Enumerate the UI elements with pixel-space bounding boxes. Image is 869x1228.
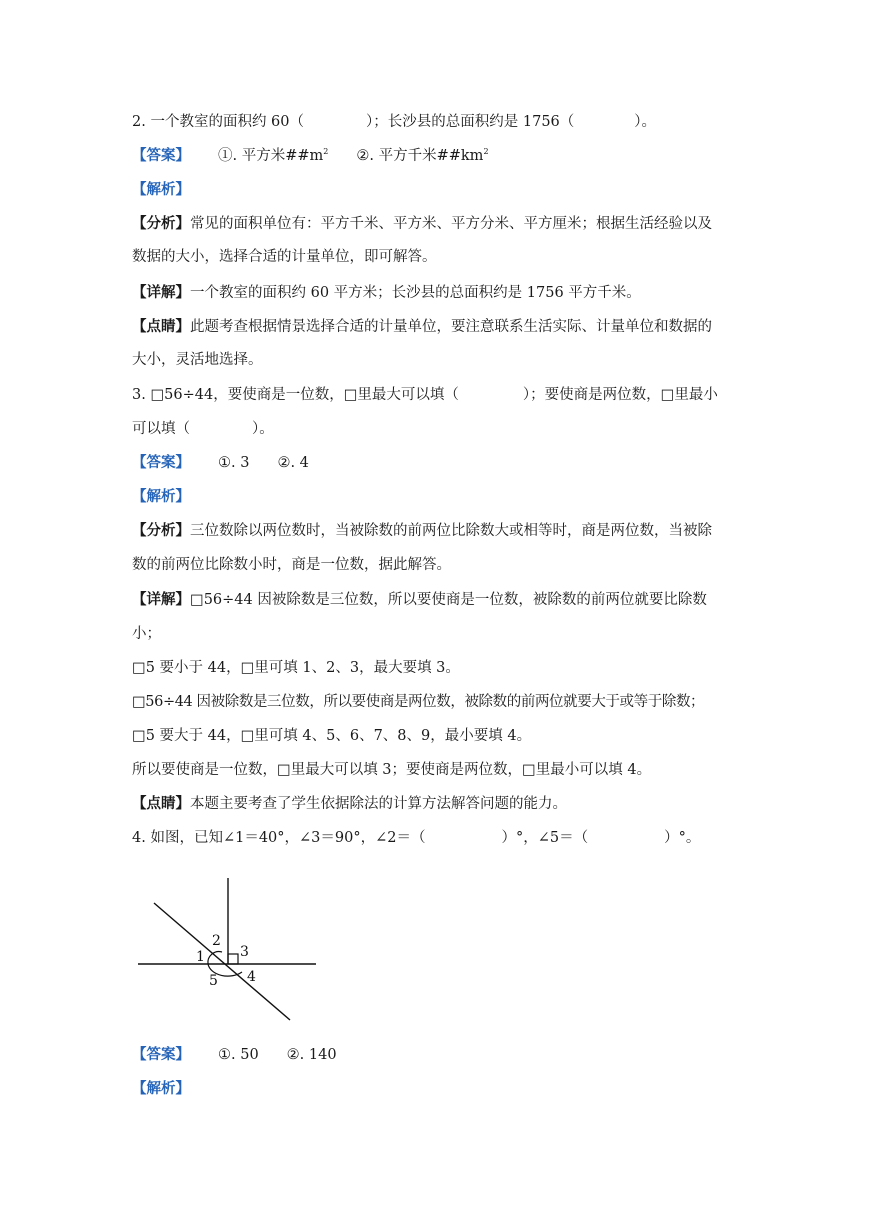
q3-question-part-b: ）；要使商是两位数，□里最小 [522,387,718,403]
q3-answer-2: ②. 4 [277,455,309,471]
q2-analysis-heading [132,180,742,200]
q4-question-part-b: ）°，∠5＝（ [501,830,589,846]
xiangjie-tag: 【详解】 [132,591,190,608]
q3-xiangjie-line-2 [132,624,742,644]
dianjing-tag: 【点睛】 [132,795,190,812]
q2-xiangjie-text-1: 一个教室的面积约 60 平方米；长沙县的总面积约是 1756 平方千米。 [190,285,641,301]
q3-question-part-c: 可以填（ [132,421,190,437]
q3-question-part-d: ）。 [252,421,274,437]
q2-fenxi-text-2: 数据的大小，选择合适的计量单位，即可解答。 [132,249,437,265]
angle-label-2: 2 [212,933,221,949]
q3-xiangjie-line-3 [132,658,742,678]
angle-label-5: 5 [209,973,218,989]
analysis-tag: 【解析】 [132,488,190,505]
q2-answer [132,146,742,166]
q2-fenxi-line-1 [132,214,742,234]
q2-answer-2: ②. 平方千米##km [356,148,484,164]
q3-xiangjie-text-4: □56÷44 因被除数是三位数，所以要使商是两位数，被除数的前两位就要大于或等于除数； [132,694,705,710]
angle-figure [132,872,332,1032]
angle-label-4: 4 [247,969,256,985]
q3-xiangjie-line-6 [132,760,742,780]
q3-fenxi-line-1 [132,521,742,541]
analysis-tag: 【解析】 [132,181,190,198]
q3-dianjing-line-1 [132,794,742,814]
angle-label-1: 1 [196,949,205,965]
q3-xiangjie-text-2: 小； [132,626,161,642]
q4-question [132,828,742,848]
q3-xiangjie-text-6: 所以要使商是一位数，□里最大可以填 3；要使商是两位数，□里最小可以填 4。 [132,762,652,778]
q3-question-part-a: 3. □56÷44，要使商是一位数，□里最大可以填（ [132,387,459,403]
q2-answer-2-superscript: 2 [483,147,489,156]
q3-fenxi-text-2: 数的前两位比除数小时，商是一位数，据此解答。 [132,557,451,573]
q3-question-line-2 [132,419,742,439]
angle-label-3: 3 [240,944,249,960]
q2-dianjing-line-1 [132,317,742,337]
answer-tag: 【答案】 [132,147,190,164]
fenxi-tag: 【分析】 [132,215,190,232]
q3-xiangjie-text-3: □5 要小于 44，□里可填 1、2、3，最大要填 3。 [132,660,460,676]
angle-arc-1 [208,952,222,964]
answer-tag: 【答案】 [132,454,190,471]
q3-analysis-heading [132,487,742,507]
q2-answer-1-superscript: 2 [323,147,329,156]
q3-question-line-1 [132,385,742,405]
xiangjie-tag: 【详解】 [132,284,190,301]
q2-xiangjie-line-1 [132,283,742,303]
q4-answer-2: ②. 140 [286,1047,337,1063]
q4-question-part-c: ）°。 [664,830,701,846]
q3-xiangjie-line-4 [132,692,742,712]
q2-question-part-b: ）；长沙县的总面积约是 1756（ [366,114,575,130]
q4-analysis-heading [132,1079,742,1099]
q2-fenxi-line-2 [132,247,742,267]
q4-answer-1: ①. 50 [218,1047,259,1063]
q3-answer [132,453,742,473]
q3-xiangjie-line-5 [132,726,742,746]
q2-dianjing-text-2: 大小，灵活地选择。 [132,352,263,368]
fenxi-tag: 【分析】 [132,522,190,539]
q4-answer [132,1045,742,1065]
q2-question [132,112,742,132]
analysis-tag: 【解析】 [132,1080,190,1097]
right-angle-mark [228,954,238,964]
q3-dianjing-text-1: 本题主要考查了学生依据除法的计算方法解答问题的能力。 [190,796,567,812]
q3-answer-1: ①. 3 [218,455,250,471]
q2-fenxi-text-1: 常见的面积单位有：平方千米、平方米、平方分米、平方厘米；根据生活经验以及 [190,216,712,232]
answer-tag: 【答案】 [132,1046,190,1063]
q4-question-part-a: 4. 如图，已知∠1＝40°，∠3＝90°，∠2＝（ [132,830,426,846]
slanted-line [154,903,290,1020]
q3-xiangjie-text-1: □56÷44 因被除数是三位数，所以要使商是一位数，被除数的前两位就要比除数 [190,592,707,608]
dianjing-tag: 【点睛】 [132,318,190,335]
q2-dianjing-line-2 [132,350,742,370]
q3-xiangjie-line-1 [132,590,742,610]
q2-question-part-c: ）。 [634,114,657,130]
q2-answer-1: ①. 平方米##m [218,148,324,164]
q3-xiangjie-text-5: □5 要大于 44，□里可填 4、5、6、7、8、9，最小要填 4。 [132,728,532,744]
q3-fenxi-line-2 [132,555,742,575]
q2-question-part-a: 2. 一个教室的面积约 60（ [132,114,305,130]
q3-fenxi-text-1: 三位数除以两位数时，当被除数的前两位比除数大或相等时，商是两位数，当被除 [190,523,712,539]
q2-dianjing-text-1: 此题考查根据情景选择合适的计量单位，要注意联系生活实际、计量单位和数据的 [190,319,712,335]
